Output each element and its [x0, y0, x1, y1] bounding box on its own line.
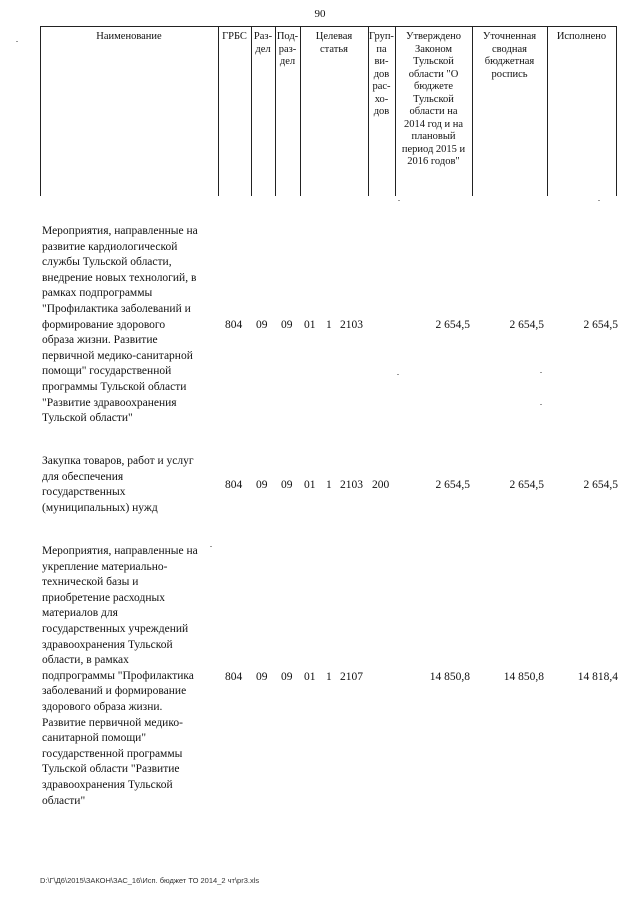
row-executed: 2 654,5	[583, 479, 618, 491]
header-utochnennaya-line: роспись	[491, 68, 528, 80]
header-podrazdel-line: дел	[279, 56, 296, 67]
row-grbs: 804	[225, 479, 243, 491]
row-razdel: 09	[256, 319, 268, 331]
header-gruppa-line: дов	[373, 106, 390, 117]
row-name-line: области, в рамках	[42, 654, 129, 667]
row-revised: 2 654,5	[509, 479, 544, 491]
row-name-line: развитие кардиологической	[42, 240, 178, 253]
row-name-line: формирование здорового	[42, 318, 166, 331]
row-name-line: (муниципальных) нужд	[42, 501, 158, 514]
row-name	[42, 544, 224, 809]
header-razdel-line: дел	[255, 43, 271, 55]
row-grbs: 804	[225, 671, 243, 683]
row-name-line: укрепление материально-	[42, 560, 168, 573]
header-utverzhdeno	[395, 31, 472, 169]
row-podrazdel: 09	[281, 319, 293, 331]
row-cs-program: 01	[304, 479, 316, 491]
header-celevaya-statya	[300, 31, 368, 56]
header-grbs: ГРБС	[222, 31, 247, 42]
row-name-line: приобретение расходных	[42, 591, 165, 604]
header-gruppa-line: хо-	[374, 93, 389, 105]
row-razdel: 09	[256, 479, 268, 491]
row-vid: 200	[372, 479, 390, 491]
row-name-line: "Профилактика заболеваний и	[42, 302, 191, 315]
header-razdel	[251, 31, 275, 56]
row-name-line: первичной медико-санитарной	[42, 349, 193, 362]
row-name-line: Тульской области"	[42, 412, 133, 425]
row-name-line: Тульской области "Развитие	[42, 763, 180, 776]
row-name-line: Закупка товаров, работ и услуг	[42, 455, 194, 467]
row-podrazdel: 09	[281, 479, 293, 491]
row-name-line: области"	[42, 794, 86, 807]
footer-file-path: D:\Г\Д6\2015\ЗАКОН\ЗАС_16\Исп. бюджет ТО 2014_2 чт\pr3.xls	[40, 876, 260, 885]
row-approved: 14 850,8	[429, 671, 470, 683]
header-utverzhdeno-line: Тульской	[413, 93, 454, 105]
row-name-line: здравоохранения Тульской	[42, 778, 173, 791]
header-ispolneno: Исполнено	[556, 31, 607, 42]
header-utochnennaya-line: сводная	[492, 43, 527, 55]
row-name-line: "Развитие здравоохранения	[42, 396, 177, 409]
header-utverzhdeno-line: области на	[409, 106, 458, 117]
row-razdel: 09	[256, 671, 268, 683]
row-name	[42, 224, 224, 427]
row-revised: 14 850,8	[503, 671, 544, 683]
row-podrazdel: 09	[281, 671, 293, 683]
header-gruppa-line: ви-	[374, 56, 389, 67]
row-name-line: Мероприятия, направленные на	[42, 225, 198, 237]
row-name-line: государственной программы	[42, 747, 183, 760]
row-name-line: службы Тульской области,	[42, 256, 172, 269]
header-utverzhdeno-line: период 2015 и	[401, 143, 466, 155]
row-executed: 2 654,5	[583, 319, 618, 331]
row-cs-code: 2107	[340, 671, 363, 683]
header-name: Наименование	[96, 31, 162, 42]
row-name-line: здорового образа жизни.	[42, 700, 163, 713]
header-gruppa-line: па	[376, 43, 387, 55]
header-utverzhdeno-line: Законом	[414, 43, 453, 55]
scan-speck	[540, 372, 542, 373]
row-cs-code: 2103	[340, 319, 363, 331]
row-name-line: образа жизни. Развитие	[42, 334, 158, 347]
row-name-line: Мероприятия, направленные на	[42, 545, 198, 557]
header-utverzhdeno-line: 2014 год и на	[403, 118, 464, 130]
header-utochnennaya-line: бюджетная	[484, 56, 535, 67]
header-celevaya-line: статья	[320, 43, 348, 55]
row-grbs: 804	[225, 319, 243, 331]
row-name-line: государственных учреждений	[42, 622, 189, 635]
row-cs-subprogram: 1	[326, 319, 332, 331]
row-name-line: для обеспечения	[42, 470, 124, 483]
row-cs-subprogram: 1	[326, 479, 332, 491]
scan-speck	[540, 404, 542, 405]
row-name-line: программы Тульской области	[42, 380, 187, 393]
row-approved: 2 654,5	[435, 479, 470, 491]
header-celevaya-line: Целевая	[315, 31, 353, 42]
header-podrazdel-line: Под-	[276, 31, 299, 42]
scan-speck	[16, 41, 18, 42]
row-approved: 2 654,5	[435, 319, 470, 331]
scan-speck	[210, 546, 212, 547]
header-gruppa-line: дов	[373, 68, 390, 80]
row-revised: 2 654,5	[509, 319, 544, 331]
row-cs-subprogram: 1	[326, 671, 332, 683]
page-number: 90	[314, 8, 326, 20]
header-podrazdel	[275, 31, 300, 69]
row-name-line: санитарной помощи"	[42, 732, 147, 745]
header-gruppa-line: рас-	[372, 81, 391, 92]
header-podrazdel-line: раз-	[278, 43, 297, 55]
row-name-line: заболеваний и формирование	[42, 685, 187, 698]
row-name	[42, 454, 224, 516]
row-cs-program: 01	[304, 319, 316, 331]
header-utverzhdeno-line: области "О	[408, 68, 459, 80]
header-utverzhdeno-line: плановый	[411, 131, 456, 142]
header-utverzhdeno-line: 2016 годов"	[407, 156, 460, 167]
header-gruppa-vidov	[368, 31, 395, 119]
row-name-line: помощи" государственной	[42, 365, 172, 378]
row-cs-program: 01	[304, 671, 316, 683]
scan-speck	[598, 200, 600, 201]
scan-speck	[397, 374, 399, 375]
row-name-line: Развитие первичной медико-	[42, 716, 183, 729]
header-razdel-line: Раз-	[253, 31, 273, 42]
row-cs-code: 2103	[340, 479, 363, 491]
row-name-line: технической базы и	[42, 576, 139, 589]
row-name-line: подпрограммы "Профилактика	[42, 669, 194, 682]
header-gruppa-line: Груп-	[369, 31, 394, 42]
header-utverzhdeno-line: Тульской	[413, 56, 454, 67]
row-name-line: рамках подпрограммы	[42, 287, 153, 300]
row-name-line: государственных	[42, 486, 126, 499]
scan-speck	[398, 200, 400, 201]
row-name-line: здравоохранения Тульской	[42, 638, 173, 651]
row-name-line: материалов для	[42, 607, 118, 620]
header-utverzhdeno-line: бюджете	[413, 81, 454, 92]
row-executed: 14 818,4	[577, 671, 618, 683]
row-name-line: внедрение новых технологий, в	[42, 271, 197, 284]
header-utverzhdeno-line: Утверждено	[406, 31, 461, 42]
header-utochnennaya-line: Уточненная	[482, 31, 537, 42]
header-utochnennaya	[472, 31, 547, 81]
